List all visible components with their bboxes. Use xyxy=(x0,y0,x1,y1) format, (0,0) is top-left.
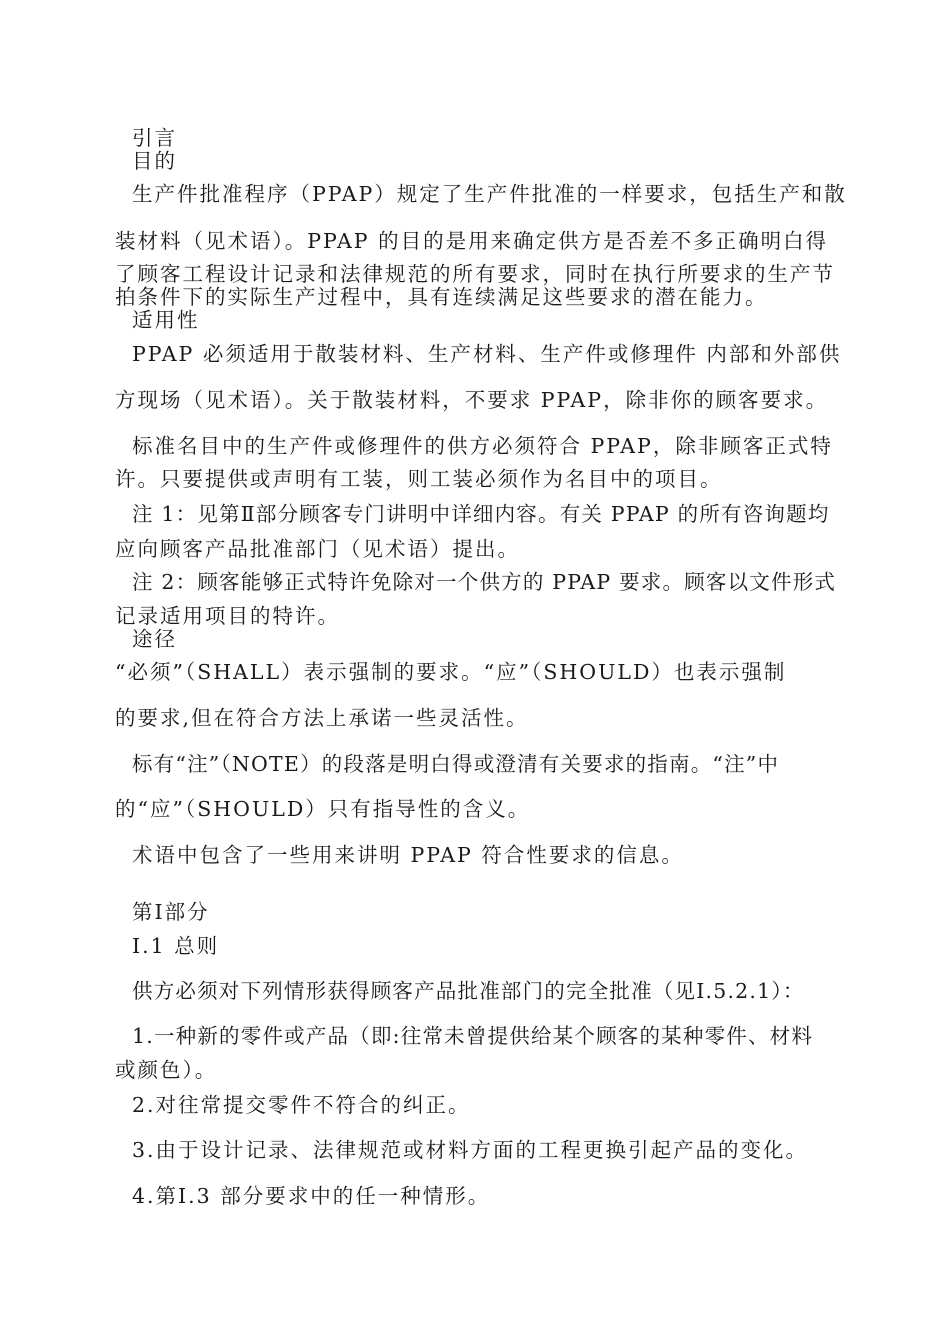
note-2-line: 记录适用项目的特许。 xyxy=(115,604,340,628)
paragraph-line: “必须”（SHALL）表示强制的要求。“应”（SHOULD）也表示强制 xyxy=(115,660,787,684)
paragraph-line: 术语中包含了一些用来讲明 PPAP 符合性要求的信息。 xyxy=(132,843,684,867)
heading-general: Ⅰ.1 总则 xyxy=(132,934,220,958)
paragraph-line: 标准名目中的生产件或修理件的供方必须符合 PPAP，除非顾客正式特 xyxy=(132,434,833,458)
paragraph-line: 的要求,但在符合方法上承诺一些灵活性。 xyxy=(115,706,529,730)
paragraph-line: 了顾客工程设计记录和法律规范的所有要求，同时在执行所要求的生产节 xyxy=(115,262,835,286)
list-item-4: 4.第Ⅰ.3 部分要求中的任一种情形。 xyxy=(132,1184,491,1208)
heading-purpose: 目的 xyxy=(132,149,177,173)
heading-part-1: 第Ⅰ部分 xyxy=(132,900,210,924)
heading-introduction: 引言 xyxy=(132,126,177,150)
note-2-line: 注 2：顾客能够正式特许免除对一个供方的 PPAP 要求。顾客以文件形式 xyxy=(132,570,837,594)
paragraph-line: PPAP 必须适用于散装材料、生产材料、生产件或修理件 内部和外部供 xyxy=(132,342,842,366)
paragraph-line: 生产件批准程序（PPAP）规定了生产件批准的一样要求，包括生产和散 xyxy=(132,182,847,206)
list-item-1-continuation: 或颜色）。 xyxy=(115,1058,218,1082)
list-item-2: 2.对往常提交零件不符合的纠正。 xyxy=(132,1093,471,1117)
paragraph-line: 许。只要提供或声明有工装，则工装必须作为名目中的项目。 xyxy=(115,467,723,491)
heading-approach: 途径 xyxy=(132,627,177,651)
list-item-3: 3.由于设计记录、法律规范或材料方面的工程更换引起产品的变化。 xyxy=(132,1138,809,1162)
paragraph-line: 供方必须对下列情形获得顾客产品批准部门的完全批准（见Ⅰ.5.2.1）： xyxy=(132,979,805,1003)
heading-applicability: 适用性 xyxy=(132,308,200,332)
paragraph-line: 装材料（见术语）。PPAP 的目的是用来确定供方是否差不多正确明白得 xyxy=(115,229,829,253)
paragraph-line: 标有“注”（NOTE）的段落是明白得或澄清有关要求的指南。“注”中 xyxy=(132,752,780,776)
list-item-1: 1.一种新的零件或产品（即:往常未曾提供给某个顾客的某种零件、材料 xyxy=(132,1024,814,1048)
note-1-line: 注 1：见第Ⅱ部分顾客专门讲明中详细内容。有关 PPAP 的所有咨询题均 xyxy=(132,502,830,526)
paragraph-line: 的“应”（SHOULD）只有指导性的含义。 xyxy=(115,797,531,821)
paragraph-line: 方现场（见术语）。关于散装材料，不要求 PPAP，除非你的顾客要求。 xyxy=(115,388,829,412)
paragraph-line: 拍条件下的实际生产过程中，具有连续满足这些要求的潜在能力。 xyxy=(115,285,768,309)
note-1-line: 应向顾客产品批准部门（见术语）提出。 xyxy=(115,537,520,561)
